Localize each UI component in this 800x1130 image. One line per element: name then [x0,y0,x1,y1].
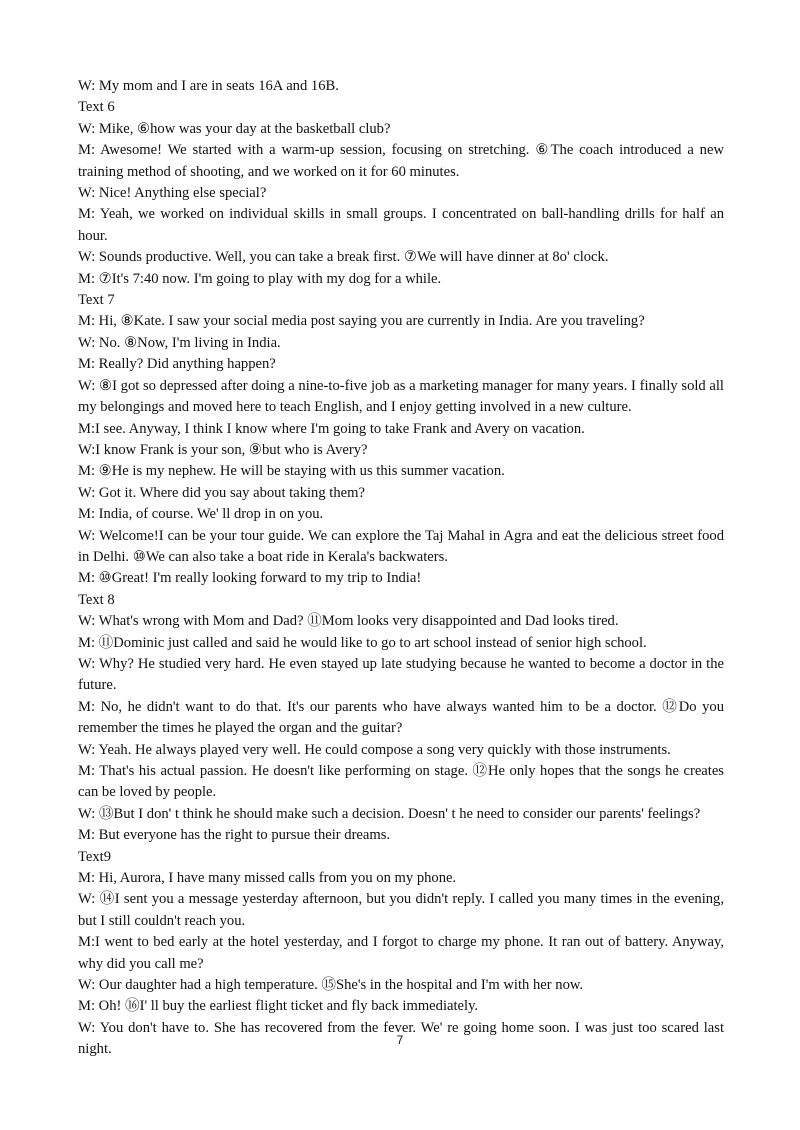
dialogue-line: M: Really? Did anything happen? [78,356,276,373]
section-heading: Text9 [78,848,112,865]
dialogue-line: M: ⑪Dominic just called and said he would like to go to art school instead of senior high school. [78,634,647,651]
dialogue-line: W: ⑧I got so depressed after doing a nine-to-five job as a marketing manager for many years. I finally sold all my belongings and moved here to teach English, and I enjoy getting involved in a new culture. [78,377,724,416]
document-body [78,76,724,1061]
dialogue-line: W: Nice! Anything else special? [78,185,267,202]
dialogue-line: M: Awesome! We started with a warm-up session, focusing on stretching. ⑥The coach introduced a new training method of shooting, and we worked on it for 60 minutes. [78,142,724,180]
dialogue-line: M: But everyone has the right to pursue their dreams. [78,827,391,844]
dialogue-line: W: You don't have to. She has recovered from the fever. We' re going home soon. I was just too scared last night. [78,1019,724,1058]
dialogue-line: W: Sounds productive. Well, you can take a break first. ⑦We will have dinner at 8o' clock. [78,249,609,266]
dialogue-line: M: Hi, ⑧Kate. I saw your social media post saying you are currently in India. Are you traveling? [78,313,645,330]
section-heading: Text 7 [78,292,115,309]
dialogue-line: M:I went to bed early at the hotel yesterday, and I forgot to charge my phone. It ran out of battery. Anyway, why did you call me? [78,934,724,972]
section-heading: Text 6 [78,99,115,116]
dialogue-line: M: India, of course. We' ll drop in on you. [78,506,324,523]
dialogue-line: M: Yeah, we worked on individual skills in small groups. I concentrated on ball-handling drills for half an hour. [78,206,724,244]
dialogue-line: W: ⑭I sent you a message yesterday afternoon, but you didn't reply. I called you many times in the evening, but I still couldn't reach you. [78,891,724,929]
dialogue-line: W: Yeah. He always played very well. He could compose a song very quickly with those instruments. [78,741,671,758]
dialogue-line: M: ⑩Great! I'm really looking forward to my trip to India! [78,570,422,587]
dialogue-line: W: Why? He studied very hard. He even stayed up late studying because he wanted to become a doctor in the future. [78,655,724,694]
dialogue-line: W: ⑬But I don' t think he should make such a decision. Doesn' t he need to consider our parents' feelings? [78,805,701,822]
dialogue-line: W: My mom and I are in seats 16A and 16B. [78,78,339,94]
dialogue-line: W: Got it. Where did you say about taking them? [78,484,365,501]
dialogue-line: M: Oh! ⑯I' ll buy the earliest flight ticket and fly back immediately. [78,998,479,1015]
dialogue-line: M: No, he didn't want to do that. It's our parents who have always wanted him to be a doctor. ⑫Do you remember the times he played the organ and the guitar? [78,698,724,737]
dialogue-line: W: No. ⑧Now, I'm living in India. [78,334,281,351]
dialogue-line: W:I know Frank is your son, ⑨but who is Avery? [78,441,368,458]
dialogue-line: M: ⑦It's 7:40 now. I'm going to play with my dog for a while. [78,270,442,287]
dialogue-line: M: That's his actual passion. He doesn't like performing on stage. ⑫He only hopes that the songs he creates can be loved by people. [78,763,724,801]
dialogue-line: M:I see. Anyway, I think I know where I'm going to take Frank and Avery on vacation. [78,420,585,437]
dialogue-line: M: ⑨He is my nephew. He will be staying with us this summer vacation. [78,463,505,480]
dialogue-line: W: Welcome!I can be your tour guide. We can explore the Taj Mahal in Agra and eat the delicious street food in Delhi. ⑩We can also take a boat ride in Kerala's backwaters. [78,527,724,565]
dialogue-line: W: Mike, ⑥how was your day at the basketball club? [78,120,391,137]
page-number: 7 [396,1033,404,1047]
dialogue-line: M: Hi, Aurora, I have many missed calls from you on my phone. [78,870,457,887]
dialogue-line: W: Our daughter had a high temperature. ⑮She's in the hospital and I'm with her now. [78,977,584,994]
section-heading: Text 8 [78,591,115,608]
dialogue-line: W: What's wrong with Mom and Dad? ⑪Mom looks very disappointed and Dad looks tired. [78,613,619,630]
